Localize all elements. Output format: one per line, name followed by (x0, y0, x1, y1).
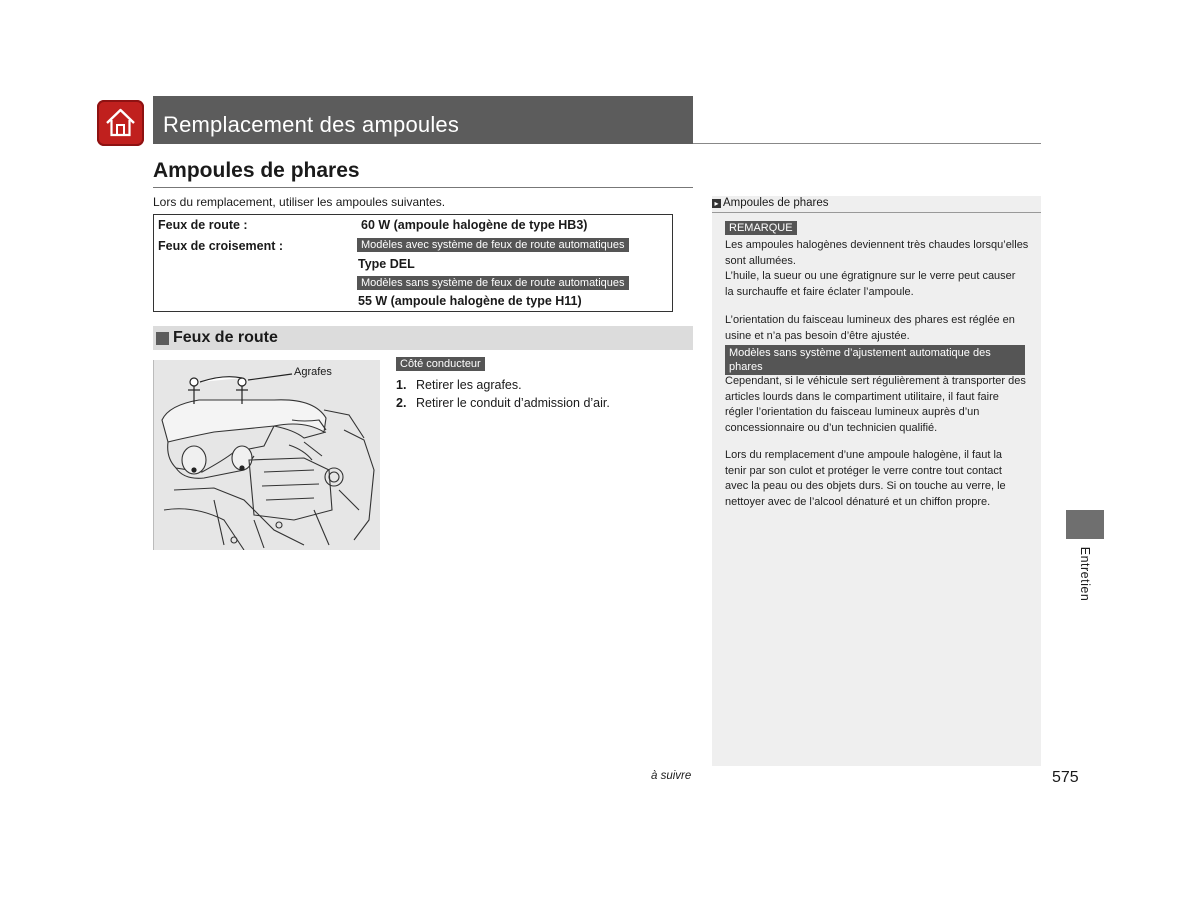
step-text: Retirer les agrafes. (416, 378, 522, 392)
continued-note: à suivre (651, 770, 692, 782)
clips-callout: Agrafes (294, 366, 332, 378)
title-divider (693, 143, 1041, 144)
text-line: Cependant, si le véhicule sert régulièrement à transporter des (725, 375, 1026, 387)
text-line: tenir par son culot et protéger le verre contre tout contact (725, 464, 1002, 477)
home-icon (104, 106, 137, 139)
high-beam-value: 60 W (ampoule halogène de type HB3) (361, 218, 588, 232)
page-title-bar (153, 96, 693, 144)
side-notes-divider (712, 212, 1041, 213)
text-line: L’huile, la sueur ou une égratignure sur le verre peut causer (725, 270, 1016, 282)
subsection-marker-icon (156, 332, 169, 345)
remark-tag: REMARQUE (725, 221, 797, 235)
text-line: avec la peau ou des objets durs. Si on touche au verre, le (725, 480, 1006, 492)
section-title: Ampoules de phares (153, 159, 360, 182)
model-tag-no-auto-leveling: Modèles sans système d’ajustement automatique des phares (725, 345, 1025, 375)
subsection-header (153, 326, 693, 350)
home-button[interactable] (97, 100, 144, 146)
low-beam-value-led: Type DEL (358, 257, 415, 271)
step-text: Retirer le conduit d’admission d’air. (416, 396, 610, 410)
text-line: L’orientation du faisceau lumineux des phares est réglée en (725, 314, 1015, 326)
driver-side-tag: Côté conducteur (396, 357, 485, 371)
side-para-orientation (725, 313, 1015, 344)
step-item (396, 394, 610, 412)
text-line: articles lourds dans le compartiment utilitaire, il faut faire (725, 390, 999, 403)
subsection-title: Feux de route (173, 329, 278, 346)
text-line: nettoyer avec de l’alcool dénaturé et un chiffon propre. (725, 495, 991, 508)
page-title: Remplacement des ampoules (163, 112, 460, 137)
section-divider (153, 187, 693, 188)
model-tag-no-auto-high-beam: Modèles sans système de feux de route automatiques (357, 276, 629, 290)
bulb-spec-table (153, 214, 673, 312)
intro-text: Lors du remplacement, utiliser les ampoules suivantes. (153, 195, 446, 209)
text-line: régler l’orientation du faisceau lumineux auprès d’un (725, 406, 980, 418)
text-line: la surchauffe et faire éclater l’ampoule. (725, 285, 914, 298)
text-line: sont allumées. (725, 254, 796, 267)
side-para-heavy-loads (725, 374, 1026, 436)
engine-bay-drawing (154, 360, 380, 550)
side-notes-heading (712, 197, 828, 209)
step-number: 2. (396, 396, 407, 410)
step-number: 1. (396, 378, 407, 392)
text-line: concessionnaire ou d’un technicien qualifié. (725, 421, 938, 434)
reference-marker-icon: ▸ (712, 199, 721, 208)
side-notes-heading-text: Ampoules de phares (723, 197, 829, 209)
text-line: Lors du remplacement d’une ampoule halogène, il faut la (725, 449, 1003, 461)
side-para-hot-bulbs (725, 238, 1028, 300)
high-beam-label: Feux de route : (158, 218, 248, 232)
text-line: usine et n’a pas besoin d’être ajustée. (725, 329, 910, 342)
model-tag-auto-high-beam: Modèles avec système de feux de route automatiques (357, 238, 629, 252)
chapter-tab-label[interactable]: Entretien (1078, 546, 1092, 602)
page-number: 575 (1052, 769, 1079, 786)
procedure-steps (396, 376, 610, 412)
low-beam-value-halogen: 55 W (ampoule halogène de type H11) (358, 294, 582, 308)
chapter-tab-marker[interactable] (1066, 510, 1104, 539)
side-para-handling (725, 448, 1006, 510)
engine-illustration (153, 360, 380, 550)
low-beam-label: Feux de croisement : (158, 239, 284, 253)
step-item (396, 376, 610, 394)
text-line: Les ampoules halogènes deviennent très chaudes lorsqu’elles (725, 239, 1029, 251)
